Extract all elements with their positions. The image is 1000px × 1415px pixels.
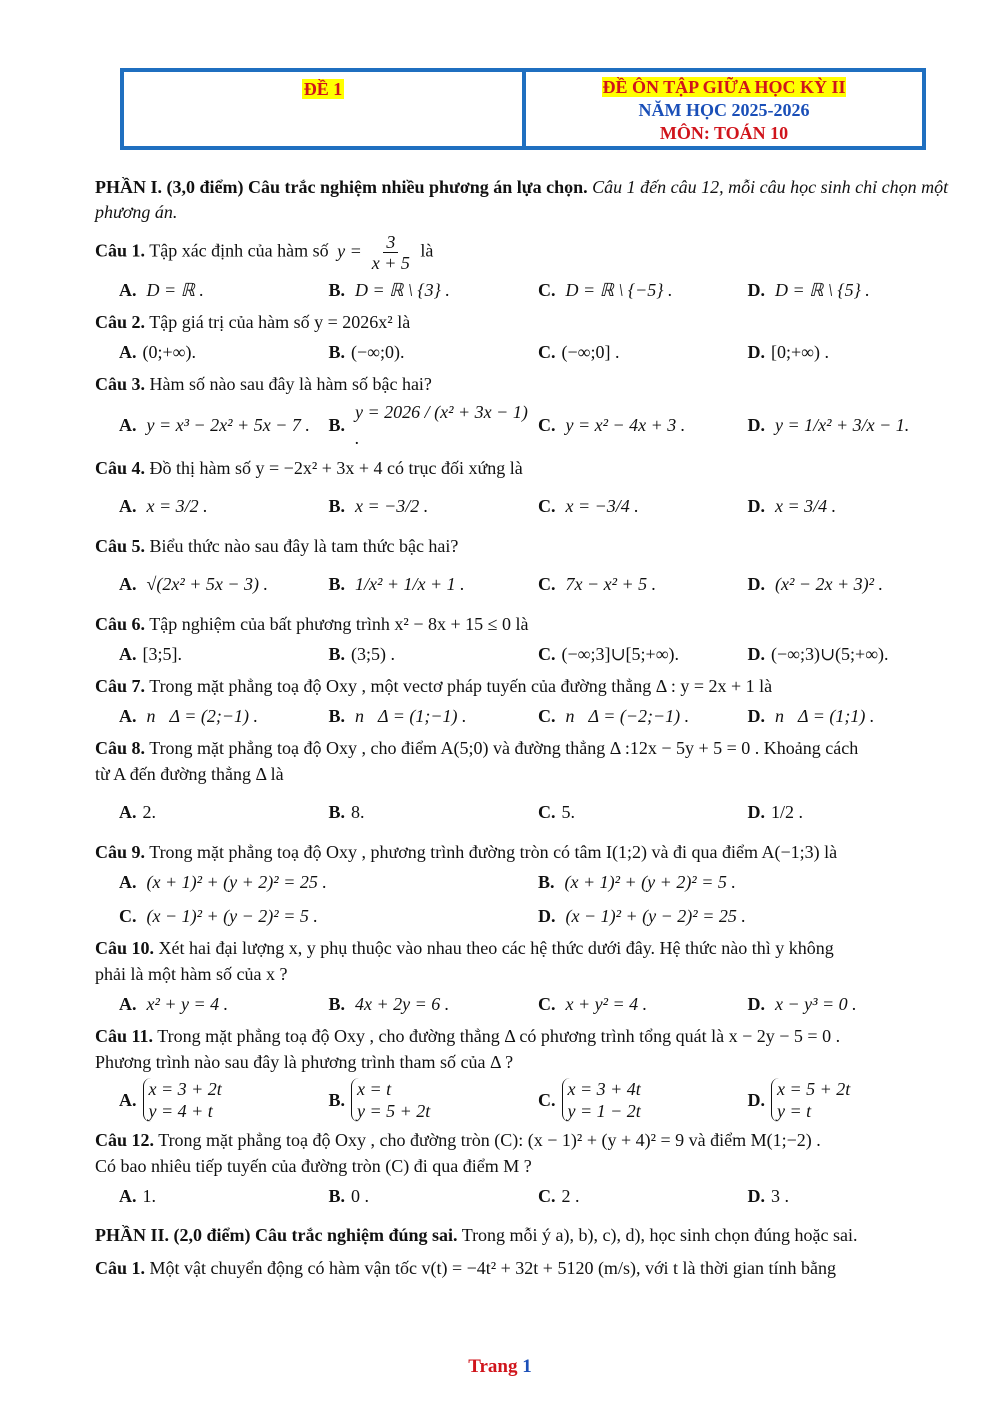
question-label: Câu 5. <box>95 536 146 556</box>
question-2 <box>95 309 957 367</box>
option-text: n⃗Δ = (2;−1) . <box>146 706 259 726</box>
option-a[interactable] <box>119 339 329 365</box>
question-tail: là <box>420 240 434 261</box>
option-letter: A. <box>119 574 137 594</box>
option-letter: B. <box>328 994 346 1014</box>
option-letter: C. <box>538 574 556 594</box>
question-text-continued: Phương trình nào sau đây là phương trình tham số của Δ ? <box>95 1052 514 1072</box>
equation-system <box>771 1078 850 1122</box>
options-row <box>95 1181 957 1211</box>
equation-system <box>562 1078 641 1122</box>
system-line: x = t <box>357 1079 392 1099</box>
option-b[interactable] <box>329 1078 539 1122</box>
option-letter: B. <box>328 574 346 594</box>
option-text: D = ℝ . <box>146 280 204 300</box>
options-row <box>95 483 957 529</box>
question-label: Câu 12. <box>95 1130 155 1150</box>
option-text: (−∞;0). <box>351 342 405 362</box>
option-text: D = ℝ \ {3} . <box>355 280 450 300</box>
option-d[interactable] <box>748 571 958 597</box>
option-a[interactable] <box>119 493 329 519</box>
option-letter: D. <box>747 994 765 1014</box>
option-letter: A. <box>119 802 137 822</box>
question-text-continued: từ A đến đường thẳng Δ là <box>95 764 284 784</box>
option-letter: B. <box>328 496 346 516</box>
option-d[interactable] <box>748 1078 958 1122</box>
option-text: (x − 1)² + (y − 2)² = 5 . <box>146 906 318 926</box>
option-d[interactable] <box>748 641 958 667</box>
option-letter: B. <box>328 706 346 726</box>
options-row <box>95 867 957 897</box>
question-text: Tập xác định của hàm số <box>149 240 329 261</box>
question-text: Trong mặt phẳng toạ độ Oxy , cho đường thẳng Δ có phương trình tổng quát là x − 2y − 5 = 0 . <box>157 1026 841 1046</box>
option-text: D = ℝ \ {5} . <box>775 280 870 300</box>
question-4 <box>95 455 957 529</box>
option-d[interactable] <box>748 1183 958 1209</box>
option-a[interactable] <box>119 412 329 438</box>
option-d[interactable] <box>538 903 957 929</box>
option-letter: A. <box>119 415 137 435</box>
option-letter: C. <box>538 802 556 822</box>
question-label: Câu 6. <box>95 614 146 634</box>
option-text: (x + 1)² + (y + 2)² = 25 . <box>146 872 327 892</box>
option-letter: B. <box>538 872 555 892</box>
option-text: x − y³ = 0 . <box>775 994 857 1014</box>
option-c[interactable] <box>538 991 748 1017</box>
question-10 <box>95 935 957 1019</box>
option-letter: C. <box>538 280 556 300</box>
option-text: n⃗Δ = (−2;−1) . <box>565 706 690 726</box>
option-d[interactable] <box>748 339 958 365</box>
option-text: x = 3/4 . <box>775 496 837 516</box>
option-c[interactable] <box>538 703 748 729</box>
option-letter: D. <box>747 574 765 594</box>
option-c[interactable] <box>538 277 748 303</box>
option-text: (x − 1)² + (y − 2)² = 25 . <box>565 906 746 926</box>
option-letter: A. <box>119 644 137 664</box>
question-text: Đồ thị hàm số y = −2x² + 3x + 4 có trục đối xứng là <box>149 458 523 478</box>
option-letter: D. <box>747 280 765 300</box>
page-footer <box>0 1356 1000 1378</box>
option-a[interactable] <box>119 703 329 729</box>
option-letter: C. <box>119 906 137 926</box>
option-c[interactable] <box>538 799 748 825</box>
option-text: √(2x² + 5x − 3) . <box>146 574 269 594</box>
question-5 <box>95 533 957 607</box>
option-letter: B. <box>328 280 346 300</box>
question-text: Tập nghiệm của bất phương trình x² − 8x + 15 ≤ 0 là <box>149 614 529 634</box>
question-text: Hàm số nào sau đây là hàm số bậc hai? <box>149 374 432 394</box>
option-letter: C. <box>538 994 556 1014</box>
question-7 <box>95 673 957 731</box>
option-letter: D. <box>747 1186 765 1206</box>
option-a[interactable] <box>119 277 329 303</box>
question-6 <box>95 611 957 669</box>
option-b[interactable] <box>329 277 539 303</box>
question-text: Biểu thức nào sau đây là tam thức bậc hai? <box>149 536 459 556</box>
option-d[interactable] <box>748 277 958 303</box>
exam-subject: MÔN: TOÁN 10 <box>659 123 789 143</box>
part2-heading: PHẦN II. (2,0 điểm) Câu trắc nghiệm đúng sai. <box>95 1225 458 1245</box>
option-letter: D. <box>747 644 765 664</box>
page-number: 1 <box>522 1356 532 1377</box>
question-label: Câu 2. <box>95 312 146 332</box>
option-b[interactable] <box>329 641 539 667</box>
option-letter: C. <box>538 342 556 362</box>
options-row <box>95 275 957 305</box>
option-d[interactable] <box>748 703 958 729</box>
question-text: Xét hai đại lượng x, y phụ thuộc vào nhau theo các hệ thức dưới đây. Hệ thức nào thì y không <box>158 938 834 958</box>
option-a[interactable] <box>119 641 329 667</box>
part1-instruction: Câu 1 đến câu 12, mỗi câu học sinh chỉ chọn một phương án. <box>95 177 949 222</box>
option-text: x = 3/2 . <box>146 496 208 516</box>
option-b[interactable] <box>329 991 539 1017</box>
option-text: y = 2026 / (x² + 3x − 1) . <box>355 402 528 448</box>
option-text: D = ℝ \ {−5} . <box>565 280 673 300</box>
fraction <box>369 232 413 273</box>
exam-code-label: ĐỀ 1 <box>303 79 343 99</box>
question-label: Câu 11. <box>95 1026 154 1046</box>
system-line: y = 5 + 2t <box>357 1101 431 1121</box>
fraction-den: x + 5 <box>371 253 410 273</box>
option-text: (−∞;3)∪(5;+∞). <box>771 644 889 664</box>
option-letter: B. <box>328 644 346 664</box>
option-a[interactable] <box>119 1078 329 1122</box>
option-d[interactable] <box>748 991 958 1017</box>
options-row <box>95 989 957 1019</box>
option-text: [3;5]. <box>142 644 182 664</box>
option-text: x = −3/2 . <box>355 496 429 516</box>
option-b[interactable] <box>329 571 539 597</box>
option-letter: C. <box>538 1090 556 1110</box>
option-text: x + y² = 4 . <box>565 994 648 1014</box>
options-row <box>95 399 957 451</box>
option-a[interactable] <box>119 1183 329 1209</box>
option-a[interactable] <box>119 799 329 825</box>
system-line: x = 3 + 4t <box>567 1079 641 1099</box>
option-letter: D. <box>747 1090 765 1110</box>
option-b[interactable] <box>329 1183 539 1209</box>
option-text: 0 . <box>351 1186 370 1206</box>
question-label: Câu 3. <box>95 374 146 394</box>
options-row <box>95 701 957 731</box>
system-line: x = 5 + 2t <box>777 1079 851 1099</box>
option-letter: D. <box>538 906 556 926</box>
option-text: x = −3/4 . <box>565 496 639 516</box>
option-c[interactable] <box>538 339 748 365</box>
fraction-num: 3 <box>383 232 398 253</box>
question-text-continued: phải là một hàm số của x ? <box>95 964 288 984</box>
option-text: (x² − 2x + 3)² . <box>775 574 884 594</box>
question-9 <box>95 839 957 931</box>
option-letter: A. <box>119 1186 137 1206</box>
question-label: Câu 8. <box>95 738 146 758</box>
option-letter: A. <box>119 496 137 516</box>
question-12 <box>95 1127 957 1211</box>
option-c[interactable] <box>538 493 748 519</box>
option-letter: A. <box>119 994 137 1014</box>
option-text: 7x − x² + 5 . <box>565 574 657 594</box>
option-letter: D. <box>747 802 765 822</box>
question-11 <box>95 1023 957 1123</box>
option-letter: C. <box>538 496 556 516</box>
option-text: n⃗Δ = (1;1) . <box>775 706 875 726</box>
question-text: Tập giá trị của hàm số y = 2026x² là <box>149 312 411 332</box>
option-c[interactable] <box>538 412 748 438</box>
exam-header-box <box>120 68 926 150</box>
question-text: Trong mặt phẳng toạ độ Oxy , cho đường tròn (C): (x − 1)² + (y + 4)² = 9 và điểm M(1;−2) . <box>158 1130 821 1150</box>
equation-system <box>351 1078 430 1122</box>
option-text: [0;+∞) . <box>771 342 829 362</box>
option-b[interactable] <box>329 339 539 365</box>
option-d[interactable] <box>748 493 958 519</box>
option-letter: D. <box>747 342 765 362</box>
question-text: Trong mặt phẳng toạ độ Oxy , cho điểm A(5;0) và đường thẳng Δ :12x − 5y + 5 = 0 . Khoảng cách <box>149 738 859 758</box>
question-1 <box>95 232 957 305</box>
options-row <box>95 901 957 931</box>
option-b[interactable] <box>329 399 539 451</box>
option-text: 8. <box>351 802 365 822</box>
option-b[interactable] <box>329 703 539 729</box>
option-b[interactable] <box>329 799 539 825</box>
options-row <box>95 1077 957 1123</box>
option-text: (−∞;0] . <box>561 342 620 362</box>
school-year: NĂM HỌC 2025-2026 <box>638 100 810 120</box>
option-c[interactable] <box>119 903 538 929</box>
question-text: Trong mặt phẳng toạ độ Oxy , một vectơ pháp tuyến của đường thẳng Δ : y = 2x + 1 là <box>149 676 773 696</box>
equation-system <box>143 1078 222 1122</box>
option-text: 3 . <box>771 1186 789 1206</box>
exam-code-cell <box>124 72 526 146</box>
question-label: Câu 1. <box>95 240 146 261</box>
part1-heading: PHẦN I. (3,0 điểm) Câu trắc nghiệm nhiều phương án lựa chọn. <box>95 177 588 197</box>
question-label: Câu 10. <box>95 938 155 958</box>
option-b[interactable] <box>329 493 539 519</box>
option-text: y = x³ − 2x² + 5x − 7 . <box>146 415 310 435</box>
question-label: Câu 7. <box>95 676 146 696</box>
option-letter: D. <box>747 706 765 726</box>
option-letter: B. <box>328 1186 346 1206</box>
exam-content <box>95 175 957 1281</box>
question-label: Câu 1. <box>95 1258 146 1278</box>
option-a[interactable] <box>119 991 329 1017</box>
option-text: (x + 1)² + (y + 2)² = 5 . <box>564 872 736 892</box>
option-text: (0;+∞). <box>142 342 196 362</box>
option-letter: D. <box>747 496 765 516</box>
exam-title-cell <box>526 72 922 146</box>
option-text: n⃗Δ = (1;−1) . <box>355 706 467 726</box>
question-label: Câu 9. <box>95 842 146 862</box>
part2-heading-block <box>95 1223 957 1248</box>
option-a[interactable] <box>119 571 329 597</box>
question-text: Một vật chuyển động có hàm vận tốc v(t) = −4t² + 32t + 5120 (m/s), với t là thời gian tính bằng <box>149 1258 836 1278</box>
system-line: x = 3 + 2t <box>148 1079 222 1099</box>
options-row <box>95 789 957 835</box>
question-3 <box>95 371 957 451</box>
option-text: y = x² − 4x + 3 . <box>565 415 686 435</box>
option-d[interactable] <box>748 412 958 438</box>
option-text: 5. <box>561 802 575 822</box>
part1-heading-block <box>95 175 957 225</box>
option-text: 1/2 . <box>771 802 804 822</box>
expr-prefix: y = <box>337 240 362 261</box>
option-letter: B. <box>328 342 346 362</box>
option-letter: A. <box>119 706 137 726</box>
option-text: y = 1/x² + 3/x − 1. <box>775 415 910 435</box>
options-row <box>95 561 957 607</box>
option-text: 1/x² + 1/x + 1 . <box>355 574 465 594</box>
option-c[interactable] <box>538 1078 748 1122</box>
option-c[interactable] <box>538 571 748 597</box>
exam-title: ĐỀ ÔN TẬP GIỮA HỌC KỲ II <box>602 77 846 97</box>
option-letter: C. <box>538 415 556 435</box>
question-label: Câu 4. <box>95 458 146 478</box>
options-row <box>95 639 957 669</box>
question-text-continued: Có bao nhiêu tiếp tuyến của đường tròn (C) đi qua điểm M ? <box>95 1156 532 1176</box>
option-letter: A. <box>119 1090 137 1110</box>
option-text: (−∞;3]∪[5;+∞). <box>561 644 680 664</box>
system-line: y = t <box>777 1101 812 1121</box>
option-b[interactable] <box>538 869 957 895</box>
part2-question-1 <box>95 1255 957 1281</box>
system-line: y = 4 + t <box>148 1101 213 1121</box>
option-text: x² + y = 4 . <box>146 994 229 1014</box>
option-letter: B. <box>328 802 346 822</box>
option-letter: C. <box>538 644 556 664</box>
option-text: 2 . <box>561 1186 580 1206</box>
question-text: Trong mặt phẳng toạ độ Oxy , phương trình đường tròn có tâm I(1;2) và đi qua điểm A(−1;3) là <box>149 842 838 862</box>
part2-instruction: Trong mỗi ý a), b), c), d), học sinh chọn đúng hoặc sai. <box>461 1225 858 1245</box>
option-letter: B. <box>328 1090 346 1110</box>
option-a[interactable] <box>119 869 538 895</box>
option-d[interactable] <box>748 799 958 825</box>
option-c[interactable] <box>538 1183 748 1209</box>
option-text: 2. <box>142 802 156 822</box>
option-letter: A. <box>119 872 137 892</box>
system-line: y = 1 − 2t <box>567 1101 641 1121</box>
option-text: 4x + 2y = 6 . <box>355 994 450 1014</box>
options-row <box>95 337 957 367</box>
option-text: (3;5) . <box>351 644 396 664</box>
option-letter: B. <box>328 415 346 435</box>
question-8 <box>95 735 957 835</box>
option-letter: A. <box>119 342 137 362</box>
page-label: Trang <box>468 1356 518 1377</box>
option-letter: D. <box>747 415 765 435</box>
option-text: 1. <box>142 1186 156 1206</box>
option-letter: C. <box>538 706 556 726</box>
option-c[interactable] <box>538 641 748 667</box>
option-letter: C. <box>538 1186 556 1206</box>
option-letter: A. <box>119 280 137 300</box>
